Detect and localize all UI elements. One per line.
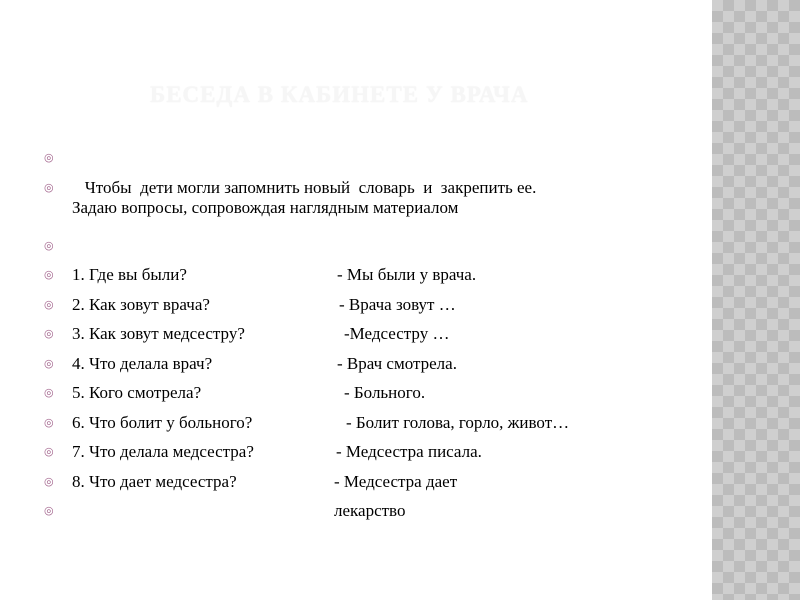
list-item-intro	[44, 178, 694, 236]
question-text: 4. Что делала врач?	[72, 353, 213, 373]
question-text: 2. Как зовут врача?	[72, 294, 210, 314]
answer-text: - Болит голова, горло, живот…	[346, 412, 570, 432]
question-text: 8. Что дает медсестра?	[72, 471, 237, 491]
list-item-empty	[44, 148, 694, 178]
intro-line-1: Чтобы дети могли запомнить новый словарь и закрепить ее.	[72, 177, 537, 197]
bullet-icon: ◎	[44, 239, 54, 252]
bullet-icon: ◎	[44, 269, 54, 281]
bullet-icon: ◎	[44, 387, 54, 399]
list-item-empty	[44, 236, 694, 266]
qa-row	[44, 472, 694, 502]
bullet-icon: ◎	[44, 505, 54, 517]
qa-row	[44, 413, 694, 443]
answer-text: - Врач смотрела.	[337, 353, 457, 373]
qa-row	[44, 324, 694, 354]
qa-row	[44, 383, 694, 413]
bullet-list	[44, 148, 694, 531]
answer-text: - Мы были у врача.	[337, 265, 477, 284]
question-text: 5. Кого смотрела?	[72, 383, 202, 402]
intro-line-2: Задаю вопросы, сопровождая наглядным материалом	[72, 197, 459, 217]
question-text: 3. Как зовут медсестру?	[72, 324, 245, 343]
question-text: 7. Что делала медсестра?	[72, 442, 254, 461]
bullet-icon: ◎	[44, 328, 54, 340]
qa-row	[44, 354, 694, 384]
answer-continuation: лекарство	[334, 501, 406, 520]
answer-text: - Больного.	[344, 383, 426, 402]
qa-row-continuation	[44, 501, 694, 531]
answer-text: - Медсестра дает	[334, 471, 458, 491]
bullet-icon: ◎	[44, 181, 54, 194]
bullet-icon: ◎	[44, 446, 54, 458]
bullet-icon: ◎	[44, 152, 54, 164]
bullet-icon: ◎	[44, 357, 54, 370]
qa-row	[44, 265, 694, 295]
bullet-icon: ◎	[44, 298, 54, 311]
answer-text: - Медсестра писала.	[336, 442, 482, 461]
qa-row	[44, 442, 694, 472]
answer-text: - Врача зовут …	[339, 294, 456, 314]
qa-row	[44, 295, 694, 325]
question-text: 6. Что болит у больного?	[72, 412, 253, 432]
answer-text: -Медсестру …	[344, 324, 450, 343]
question-text: 1. Где вы были?	[72, 265, 187, 284]
bullet-icon: ◎	[44, 475, 54, 488]
intro-text	[72, 178, 672, 218]
slide-title: БЕСЕДА В КАБИНЕТЕ У ВРАЧА	[150, 82, 529, 107]
decorative-side-panel	[712, 0, 800, 600]
bullet-icon: ◎	[44, 416, 54, 429]
